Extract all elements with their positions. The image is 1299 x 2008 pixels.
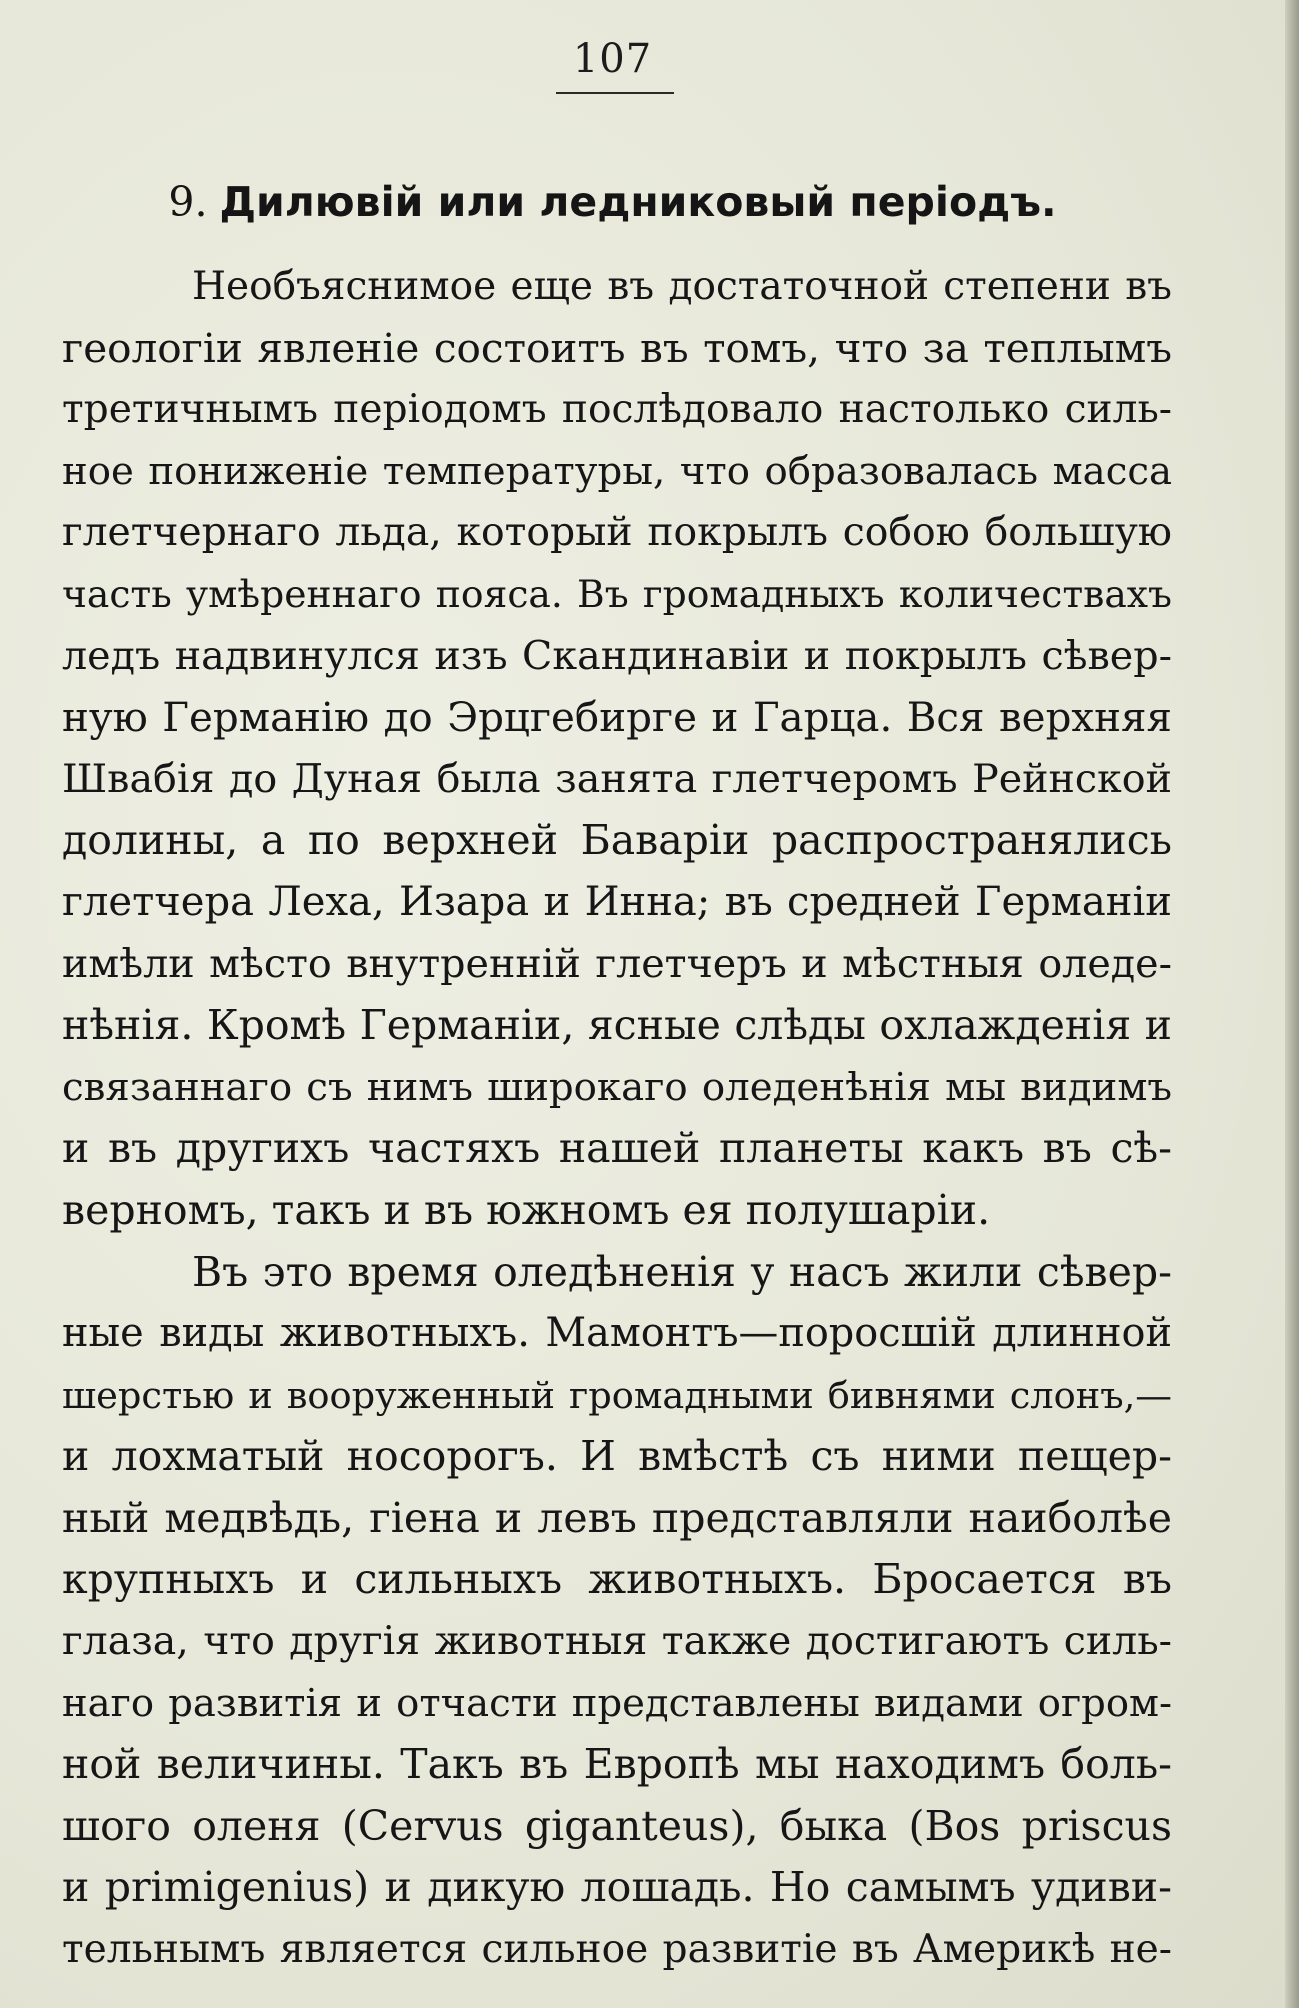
text-line: тельнымъ является сильное развитіе въ Америкѣ не- [62, 1927, 1172, 1973]
text-line: и въ другихъ частяхъ нашей планеты какъ въ сѣ- [62, 1124, 1172, 1173]
text-line: глетчернаго льда, который покрылъ собою большую [62, 510, 1172, 556]
text-line: Швабія до Дуная была занята глетчеромъ Рейнской [62, 755, 1172, 802]
page-edge [1285, 0, 1299, 2008]
chapter-title-text: Дилювій или ледниковый періодъ. [219, 178, 1057, 226]
text-line: связаннаго съ нимъ широкаго оледенѣнія мы видимъ [62, 1064, 1172, 1110]
body-text [62, 256, 1172, 1981]
text-line: имѣли мѣсто внутренній глетчеръ и мѣстныя оледе- [62, 940, 1172, 987]
text-line: часть умѣреннаго пояса. Въ громадныхъ количествахъ [62, 571, 1172, 616]
text-line: наго развитія и отчасти представлены видами огром- [62, 1680, 1172, 1726]
text-line: третичнымъ періодомъ послѣдовало настолько силь- [62, 387, 1172, 433]
text-line: шерстью и вооруженный громадными бивнями слонъ,— [62, 1373, 1172, 1417]
text-line: ледъ надвинулся изъ Скандинавіи и покрылъ сѣвер- [62, 632, 1172, 679]
text-line: долины, а по верхней Баваріи распространялись [62, 816, 1172, 865]
text-line: шого оленя (Cervus giganteus), быка (Bos priscus [62, 1801, 1172, 1850]
text-line: нѣнія. Кромѣ Германіи, ясные слѣды охлажденія и [62, 1001, 1172, 1050]
page-number-rule [556, 92, 674, 94]
text-line: ное пониженіе температуры, что образовалась масса [62, 448, 1172, 494]
chapter-title [0, 178, 1225, 226]
text-line: ный медвѣдь, гіена и левъ представляли наиболѣе [62, 1493, 1172, 1542]
text-line: крупныхъ и сильныхъ животныхъ. Бросается въ [62, 1555, 1172, 1604]
chapter-number: 9. [168, 178, 208, 226]
text-line: верномъ, такъ и въ южномъ ея полушаріи. [62, 1185, 991, 1234]
text-line: и лохматый носорогъ. И вмѣстѣ съ ними пещер- [62, 1432, 1172, 1481]
text-line: ной величины. Такъ въ Европѣ мы находимъ боль- [62, 1740, 1172, 1789]
page-number: 107 [572, 36, 653, 82]
text-line: ные виды животныхъ. Мамонтъ—поросшій длинной [62, 1310, 1172, 1357]
text-line: ную Германію до Эрцгебирге и Гарца. Вся верхняя [62, 694, 1172, 742]
text-line: глаза, что другія животныя также достигаютъ силь- [62, 1618, 1172, 1665]
text-line: Въ это время оледѣненія у насъ жили сѣвер- [192, 1247, 1172, 1296]
text-line: Необъяснимое еще въ достаточной степени въ [192, 264, 1172, 309]
text-line: глетчера Леха, Изара и Инна; въ средней Германіи [62, 878, 1172, 925]
text-line: геологіи явленіе состоитъ въ томъ, что за теплымъ [62, 323, 1172, 372]
text-line: и primigenius) и дикую лошадь. Но самымъ удиви- [62, 1863, 1172, 1912]
